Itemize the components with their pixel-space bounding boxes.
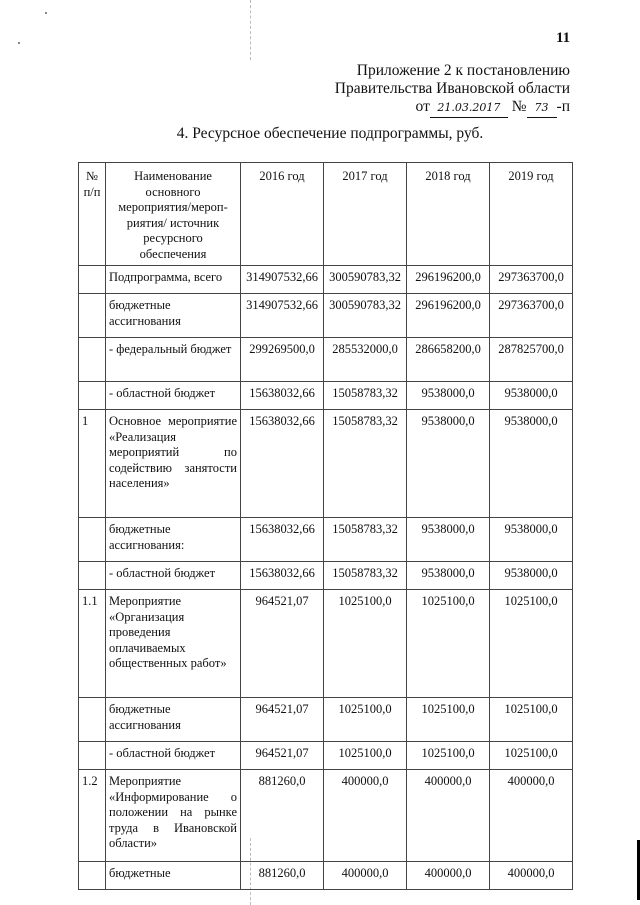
header-2016: 2016 год	[241, 163, 324, 266]
from-label: от	[415, 98, 430, 115]
table-row	[79, 698, 573, 742]
resource-table	[78, 162, 573, 890]
cell-2016: 15638032,66	[241, 410, 324, 518]
cell-name: Подпрограмма, всего	[106, 266, 241, 294]
appendix-line-3	[335, 98, 570, 118]
table-row	[79, 382, 573, 410]
cell-no	[79, 382, 106, 410]
appendix-line-2: Правительства Ивановской области	[334, 80, 570, 97]
table-row	[79, 742, 573, 770]
cell-2017: 1025100,0	[324, 742, 407, 770]
appendix-line-1: Приложение 2 к постановлению	[356, 62, 570, 79]
table-row	[79, 294, 573, 338]
appendix-header	[335, 62, 570, 118]
cell-name: бюджетные ассигнования	[106, 698, 241, 742]
cell-2016: 964521,07	[241, 698, 324, 742]
cell-name: Мероприятие «Информирование о положении на рынке труда в Ивановской области»	[106, 770, 241, 862]
cell-2016: 881260,0	[241, 862, 324, 890]
cell-2017: 15058783,32	[324, 410, 407, 518]
header-no: № п/п	[79, 163, 106, 266]
cell-2018: 9538000,0	[407, 562, 490, 590]
cell-2018: 9538000,0	[407, 382, 490, 410]
cell-2017: 300590783,32	[324, 294, 407, 338]
table-row	[79, 590, 573, 698]
cell-name: бюджетные ассигнования	[106, 294, 241, 338]
cell-2017: 285532000,0	[324, 338, 407, 382]
cell-2016: 15638032,66	[241, 562, 324, 590]
cell-2019: 400000,0	[490, 862, 573, 890]
table-row	[79, 562, 573, 590]
table-header-row	[79, 163, 573, 266]
cell-2016: 15638032,66	[241, 382, 324, 410]
cell-2017: 15058783,32	[324, 562, 407, 590]
handwritten-number: 73	[527, 99, 557, 118]
cell-2017: 15058783,32	[324, 382, 407, 410]
cell-name: - областной бюджет	[106, 742, 241, 770]
cell-no	[79, 862, 106, 890]
cell-2017: 300590783,32	[324, 266, 407, 294]
cell-name: Мероприятие «Организация проведения оплачиваемых общественных работ»	[106, 590, 241, 698]
cell-2016: 314907532,66	[241, 266, 324, 294]
table-row	[79, 770, 573, 862]
cell-2019: 287825700,0	[490, 338, 573, 382]
cell-no	[79, 294, 106, 338]
table-row	[79, 266, 573, 294]
cell-2018: 286658200,0	[407, 338, 490, 382]
table-row	[79, 338, 573, 382]
cell-2019: 9538000,0	[490, 382, 573, 410]
table-row	[79, 410, 573, 518]
cell-2019: 9538000,0	[490, 410, 573, 518]
header-2018: 2018 год	[407, 163, 490, 266]
cell-2018: 400000,0	[407, 862, 490, 890]
page-number: 11	[556, 30, 571, 46]
number-label: №	[511, 98, 527, 115]
cell-2018: 9538000,0	[407, 518, 490, 562]
cell-no: 1	[79, 410, 106, 518]
handwritten-date: 21.03.2017	[430, 99, 508, 118]
cell-no: 1.2	[79, 770, 106, 862]
cell-2019: 1025100,0	[490, 698, 573, 742]
table-body	[79, 266, 573, 890]
number-suffix: -п	[556, 98, 570, 115]
cell-2018: 1025100,0	[407, 590, 490, 698]
cell-name: Основное мероприятие «Реализация мероприятий по содействию занятости населения»	[106, 410, 241, 518]
header-2019: 2019 год	[490, 163, 573, 266]
cell-2019: 1025100,0	[490, 742, 573, 770]
cell-2016: 881260,0	[241, 770, 324, 862]
cell-2019: 9538000,0	[490, 518, 573, 562]
cell-2017: 1025100,0	[324, 590, 407, 698]
cell-no	[79, 742, 106, 770]
header-2017: 2017 год	[324, 163, 407, 266]
cell-no	[79, 562, 106, 590]
cell-name: - областной бюджет	[106, 562, 241, 590]
cell-name: бюджетные	[106, 862, 241, 890]
cell-no	[79, 266, 106, 294]
cell-2017: 15058783,32	[324, 518, 407, 562]
cell-2016: 299269500,0	[241, 338, 324, 382]
cell-2017: 1025100,0	[324, 698, 407, 742]
cell-2019: 400000,0	[490, 770, 573, 862]
table-row	[79, 518, 573, 562]
table-row	[79, 862, 573, 890]
cell-2018: 296196200,0	[407, 266, 490, 294]
cell-2019: 297363700,0	[490, 294, 573, 338]
cell-no	[79, 698, 106, 742]
cell-2017: 400000,0	[324, 862, 407, 890]
cell-2019: 1025100,0	[490, 590, 573, 698]
scan-fold-line	[250, 0, 251, 60]
cell-2016: 15638032,66	[241, 518, 324, 562]
cell-2018: 296196200,0	[407, 294, 490, 338]
cell-name: - областной бюджет	[106, 382, 241, 410]
cell-2018: 9538000,0	[407, 410, 490, 518]
cell-2016: 314907532,66	[241, 294, 324, 338]
cell-no	[79, 338, 106, 382]
cell-no: 1.1	[79, 590, 106, 698]
cell-2018: 1025100,0	[407, 698, 490, 742]
cell-2016: 964521,07	[241, 590, 324, 698]
header-name: Наименование основного мероприятия/мероп-риятия/ источник ресурсного обеспечения	[106, 163, 241, 266]
cell-2017: 400000,0	[324, 770, 407, 862]
section-title: 4. Ресурсное обеспечение подпрограммы, руб.	[176, 125, 484, 142]
cell-no	[79, 518, 106, 562]
cell-2016: 964521,07	[241, 742, 324, 770]
cell-2018: 400000,0	[407, 770, 490, 862]
scan-speck	[18, 42, 20, 44]
cell-name: бюджетные ассигнования:	[106, 518, 241, 562]
cell-name: - федеральный бюджет	[106, 338, 241, 382]
scan-speck	[45, 12, 47, 14]
cell-2019: 9538000,0	[490, 562, 573, 590]
cell-2019: 297363700,0	[490, 266, 573, 294]
cell-2018: 1025100,0	[407, 742, 490, 770]
